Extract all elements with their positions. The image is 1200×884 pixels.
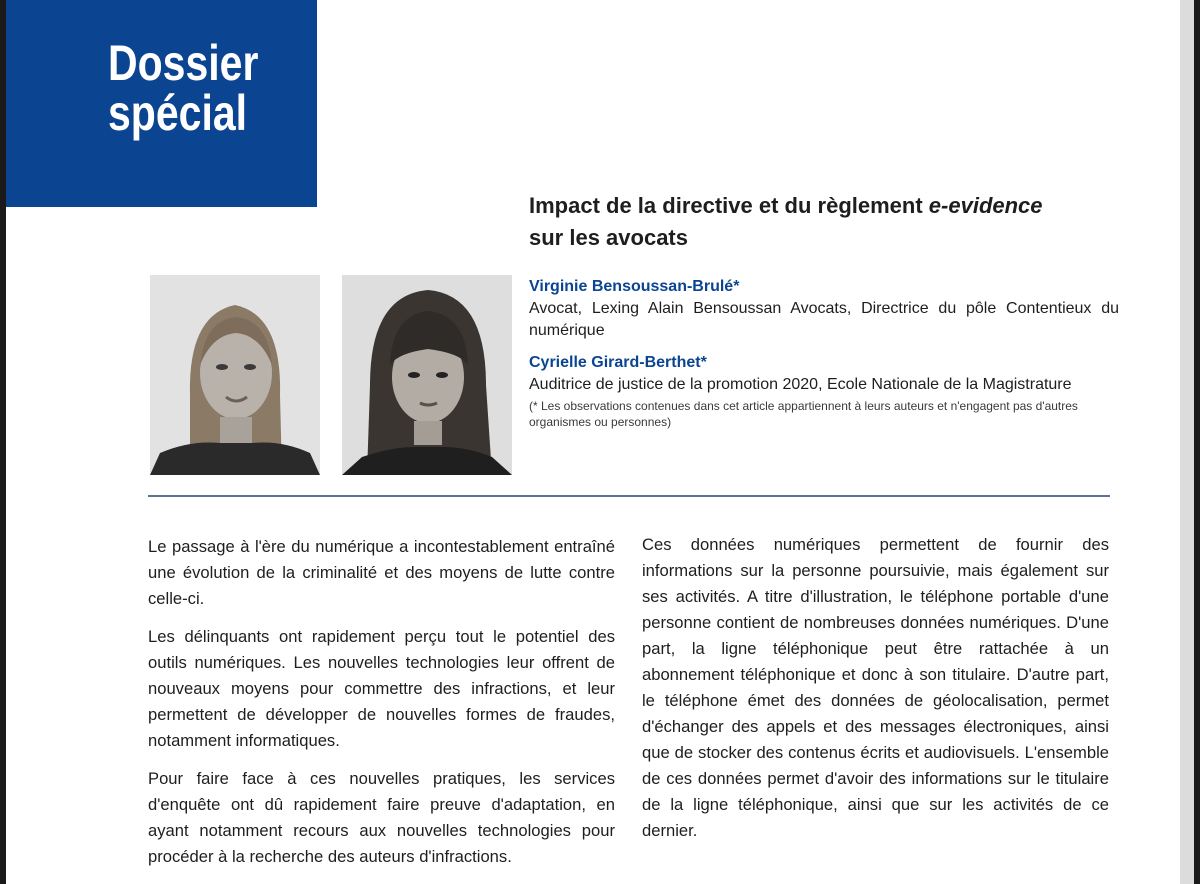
right-frame-edge xyxy=(1194,0,1200,884)
right-frame-margin xyxy=(1180,0,1194,884)
author-name-1: Virginie Bensoussan-Brulé* xyxy=(529,278,740,295)
author-name-2: Cyrielle Girard-Berthet* xyxy=(529,354,707,371)
body-column-right xyxy=(642,532,1109,844)
author-role-2: Auditrice de justice de la promotion 2020, Ecole Nationale de la Magistrature xyxy=(529,376,1072,393)
banner-title xyxy=(108,35,259,141)
paragraph: Ces données numériques permettent de fournir des informations sur la personne poursuivie, mais également sur ses activités. A titre d'illustration, le téléphone portable d'une personne contient de nombreuses données numériques. D'une part, la ligne téléphonique peut être rattachée à un abonnement téléphonique et donc à son titulaire. D'autre part, le téléphone émet des données de géolocalisation, permet d'échanger des appels et des messages électroniques, ainsi que de stocker des contenus écrits et audiovisuels. L'ensemble de ces données permet d'avoir des informations sur le titulaire de la ligne téléphonique, ainsi que sur les activités de ce dernier. xyxy=(642,535,1109,840)
body-column-left xyxy=(148,534,615,882)
author-photo-1 xyxy=(150,275,320,475)
banner-line-1: Dossier xyxy=(108,35,259,91)
title-part-1: Impact de la directive et du règlement xyxy=(529,193,929,218)
author-2 xyxy=(529,352,1119,396)
paragraph: Les délinquants ont rapidement perçu tout le potentiel des outils numériques. Les nouvelles technologies leur offrent de nouveaux moyens pour commettre des infractions, et leur permettent de développer de nouvelles formes de fraudes, notamment informatiques. xyxy=(148,627,615,750)
author-1 xyxy=(529,276,1119,342)
section-divider xyxy=(148,495,1110,497)
authors-block xyxy=(529,276,1119,430)
footnote: (* Les observations contenues dans cet article appartiennent à leurs auteurs et n'engagent pas d'autres organismes ou personnes) xyxy=(529,399,1078,429)
title-part-2: sur les avocats xyxy=(529,225,688,250)
author-role-1: Avocat, Lexing Alain Bensoussan Avocats, Directrice du pôle Contentieux du numérique xyxy=(529,300,1119,339)
dossier-banner xyxy=(6,0,317,207)
banner-line-2: spécial xyxy=(108,85,248,141)
paragraph: Le passage à l'ère du numérique a incontestablement entraîné une évolution de la criminalité et des moyens de lutte contre celle-ci. xyxy=(148,537,615,608)
author-photo-2 xyxy=(342,275,512,475)
title-emphasis: e-evidence xyxy=(928,193,1043,218)
article-title xyxy=(529,190,1129,254)
paragraph: Pour faire face à ces nouvelles pratiques, les services d'enquête ont dû rapidement faire preuve d'adaptation, en ayant notamment recours aux nouvelles technologies pour procéder à la recherche des auteurs d'infractions. xyxy=(148,769,615,866)
